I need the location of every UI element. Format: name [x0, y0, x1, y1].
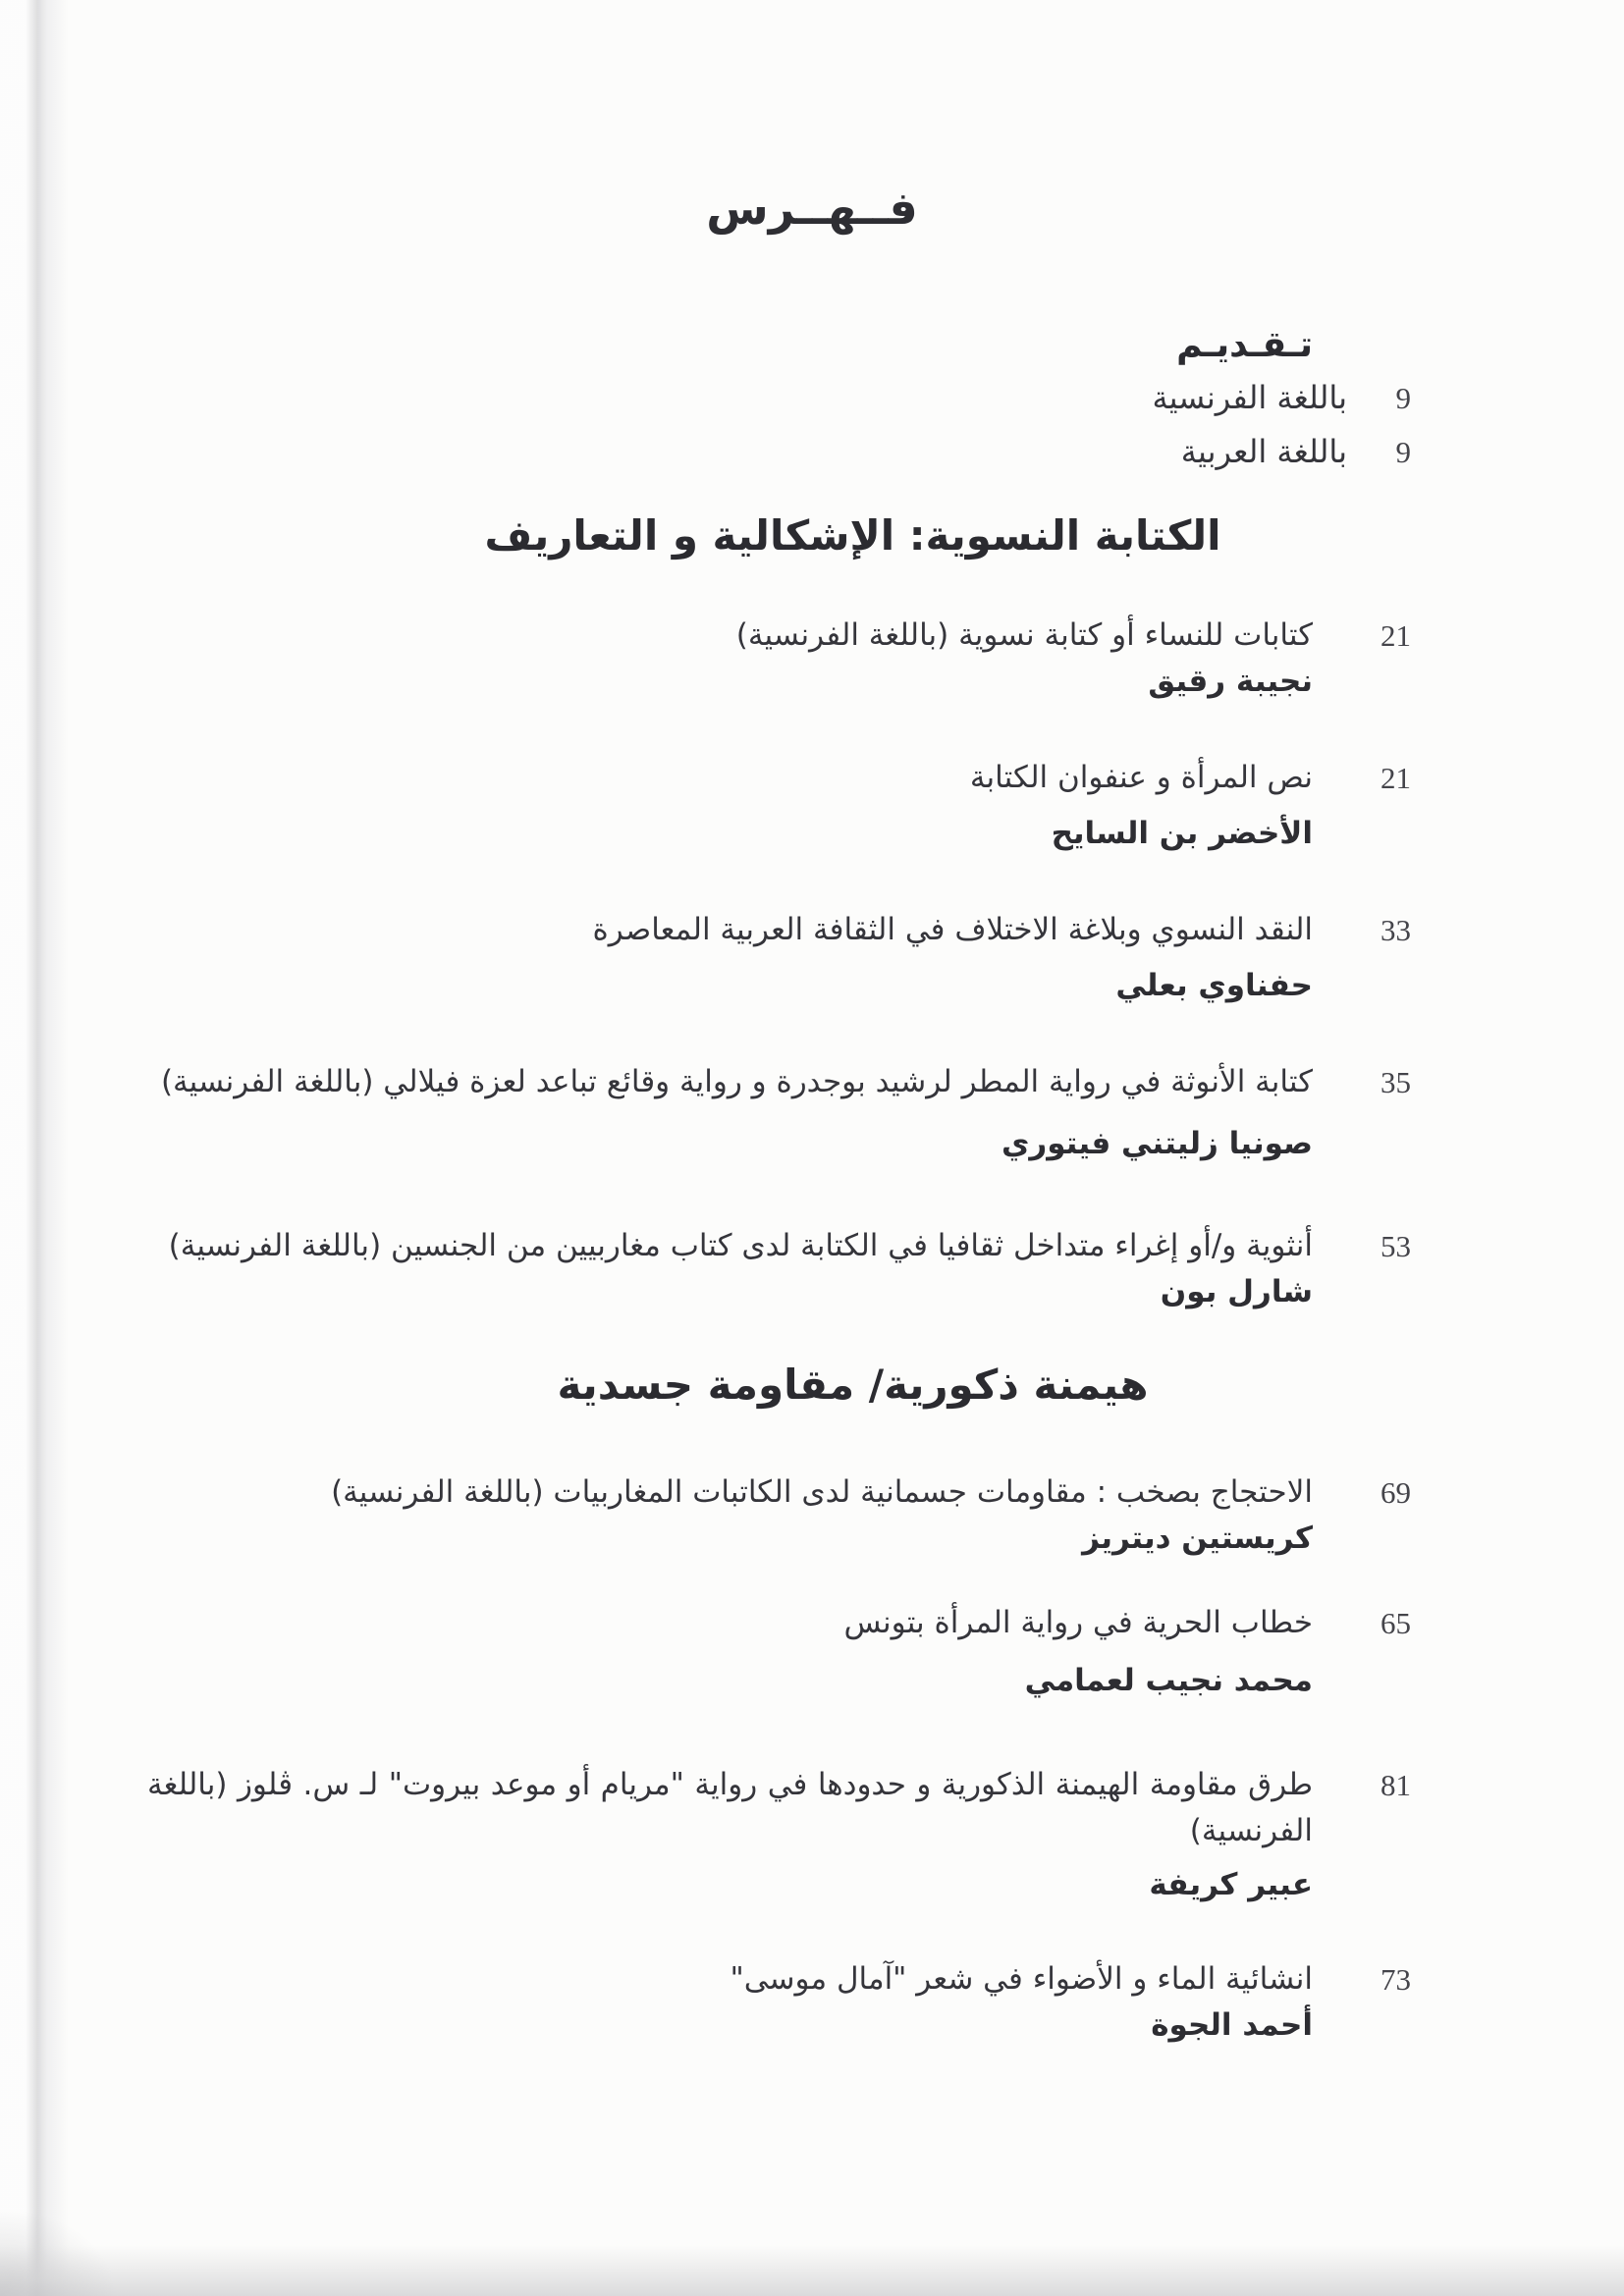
entry-title: نص المرأة و عنفوان الكتابة [969, 760, 1313, 795]
toc-entry [147, 1469, 1411, 1516]
author-name: الأخضر بن السايح [1051, 816, 1313, 851]
page-number: 81 [1380, 1768, 1411, 1802]
page-number: 9 [1395, 435, 1411, 469]
page-number: 21 [1380, 761, 1411, 795]
scan-shadow-bottom [0, 2245, 1624, 2296]
page-number: 73 [1380, 1962, 1411, 1997]
intro-item-label: باللغة العربية [1180, 433, 1347, 470]
page-number: 21 [1380, 618, 1411, 653]
toc-entry [147, 755, 1411, 801]
intro-item-label: باللغة الفرنسية [1152, 379, 1347, 416]
section-heading: هيمنة ذكورية/ مقاومة جسدية [557, 1361, 1149, 1409]
page-number: 69 [1380, 1475, 1411, 1510]
entry-title: انشائية الماء و الأضواء في شعر "آمال موسى" [730, 1961, 1313, 1997]
page-number: 53 [1380, 1229, 1411, 1263]
intro-item [147, 375, 1411, 421]
author-name: أحمد الجوة [1151, 2007, 1313, 2043]
entry-title: كتابات للنساء أو كتابة نسوية (باللغة الفرنسية) [735, 617, 1313, 653]
page-number: 9 [1395, 381, 1411, 415]
author-name: صونيا زليتني فيتوري [1001, 1126, 1313, 1161]
page-title: فــهــرس [706, 182, 918, 235]
entry-title: طرق مقاومة الهيمنة الذكورية و حدودها في رواية "مريام أو موعد بيروت" لـ س. ڤلوز (باللغة الفرنسية) [147, 1767, 1313, 1848]
author-name: محمد نجيب لعمامي [1024, 1663, 1313, 1698]
entry-title: أنثوية و/أو إغراء متداخل ثقافيا في الكتابة لدى كتاب مغاربيين من الجنسين (باللغة الفرنسية) [168, 1228, 1313, 1263]
author-name: عبير كريفة [1149, 1867, 1313, 1902]
author-name: كريستين ديتريز [1082, 1521, 1313, 1556]
page-number: 35 [1380, 1065, 1411, 1099]
toc-entry [147, 613, 1411, 659]
intro-heading: تـقـديـم [1176, 325, 1313, 365]
entry-title: خطاب الحرية في رواية المرأة بتونس [843, 1605, 1313, 1640]
scan-shadow-corner [0, 2208, 118, 2296]
toc-entry [147, 907, 1411, 953]
entry-title: النقد النسوي وبلاغة الاختلاف في الثقافة العربية المعاصرة [592, 912, 1313, 947]
author-name: نجيبة رقيق [1148, 664, 1313, 699]
entry-title: كتابة الأنوثة في رواية المطر لرشيد بوجدرة و رواية وقائع تباعد لعزة فيلالي (باللغة الفرنسية) [160, 1064, 1313, 1099]
intro-item [147, 429, 1411, 475]
scan-shadow-left [0, 0, 69, 2296]
entry-title: الاحتجاج بصخب : مقاومات جسمانية لدى الكاتبات المغاربيات (باللغة الفرنسية) [331, 1474, 1313, 1510]
page-number: 65 [1380, 1606, 1411, 1640]
toc-entry [147, 1762, 1411, 1854]
toc-entry [147, 1956, 1411, 2002]
author-name: شارل بون [1160, 1274, 1313, 1309]
page-number: 33 [1380, 913, 1411, 947]
toc-entry [147, 1059, 1411, 1105]
author-name: حفناوي بعلي [1115, 968, 1313, 1003]
section-heading: الكتابة النسوية: الإشكالية و التعاريف [484, 511, 1221, 560]
toc-entry [147, 1223, 1411, 1269]
toc-content [147, 236, 1411, 2048]
toc-entry [147, 1600, 1411, 1646]
